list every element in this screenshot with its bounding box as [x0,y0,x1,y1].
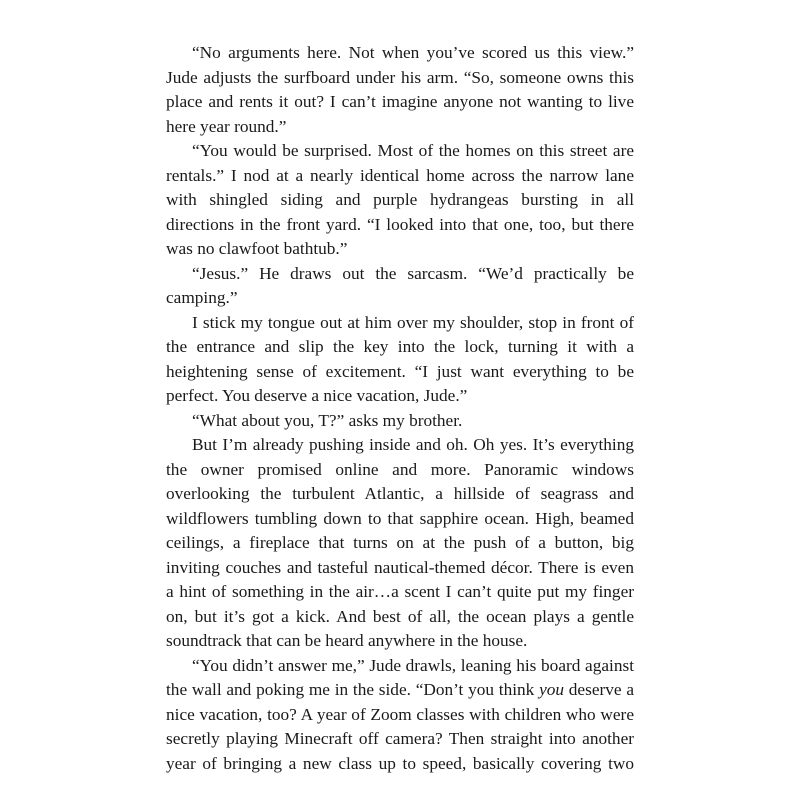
paragraph-5: “What about you, T?” asks my brother. [192,410,463,430]
book-page [166,41,634,776]
paragraph-7-part-1: “You didn’t answer me,” Jude drawls, leaning his board against the wall and poking me in the side. “Don’t you think [166,655,634,699]
paragraph-7 [166,654,634,777]
paragraph-4: I stick my tongue out at him over my shoulder, stop in front of the entrance and slip the key into the lock, turning it with a heightening sense of excitement. “I just want everything to be perfect. You deserve a nice vacation, Jude.” [166,312,634,405]
paragraph-7-part-2: deserve a nice vacation, too? A year of Zoom classes with children who were secretly playing Minecraft off camera? Then straight into another year of bringing a new class up to speed, basically covering two [166,680,634,773]
paragraph-2: “You would be surprised. Most of the homes on this street are rentals.” I nod at a nearly identical home across the narrow lane with shingled siding and purple hydrangeas bursting in all directions in the front yard. “I looked into that one, too, but there was no clawfoot bathtub.” [166,141,634,258]
paragraph-3: “Jesus.” He draws out the sarcasm. “We’d practically be camping.” [166,263,634,307]
paragraph-7-emphasis: you [539,680,565,699]
paragraph-1: “No arguments here. Not when you’ve scored us this view.” Jude adjusts the surfboard under his arm. “So, someone owns this place and rents it out? I can’t imagine anyone not wanting to live here year round.” [166,43,634,136]
paragraph-6: But I’m already pushing inside and oh. Oh yes. It’s everything the owner promised online and more. Panoramic windows overlooking the turbulent Atlantic, a hillside of seagrass and wildflowers tumbling down to that sapphire ocean. High, beamed ceilings, a fireplace that turns on at the push of a button, big inviting couches and tasteful nautical-themed décor. There is even a hint of something in the air…a scent I can’t quite put my finger on, but it’s got a kick. And best of all, the ocean plays a gentle soundtrack that can be heard anywhere in the house. [166,435,634,650]
